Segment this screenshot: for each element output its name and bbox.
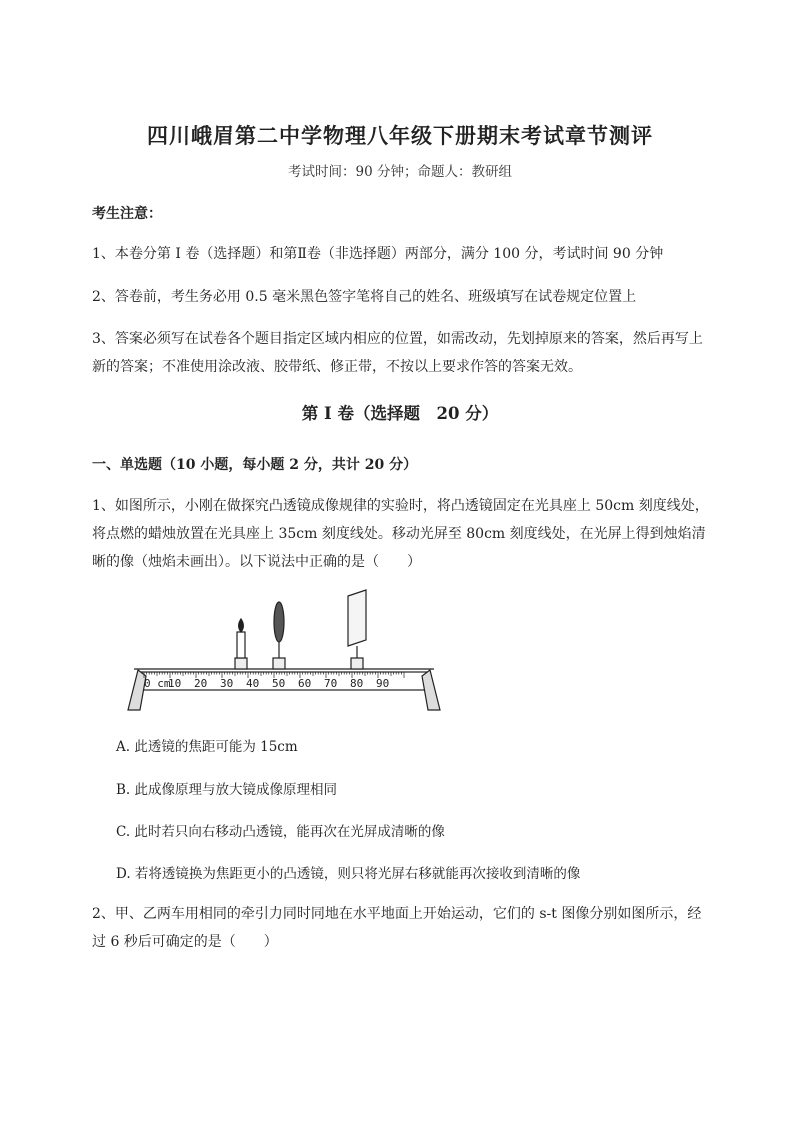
ruler-label-30: 30	[220, 677, 234, 690]
screen-holder	[351, 658, 363, 669]
exam-info: 考试时间：90 分钟；命题人：教研组	[288, 164, 512, 180]
notice-heading: 考生注意：	[92, 206, 162, 222]
candle-holder	[235, 658, 247, 669]
ruler-label-50: 50	[272, 677, 286, 690]
ruler-label-40: 40	[246, 677, 260, 690]
light-screen-icon	[348, 590, 366, 646]
question-1-stem: 1、如图所示，小刚在做探究凸透镜成像规律的实验时，将凸透镜固定在光具座上 50cm 刻度线处，将点燃的蜡烛放置在光具座上 35cm 刻度线处。移动光屏至 80cm 刻度线处，在光屏上得到烛焰清晰的像（烛焰未画出）。以下说法中正确的是（ ）	[92, 498, 709, 570]
question-2-stem: 2、甲、乙两车用相同的牵引力同时同地在水平地面上开始运动，它们的 s-t 图像分别如图所示，经过 6 秒后可确定的是（ ）	[92, 906, 702, 950]
ruler-label-70: 70	[324, 677, 338, 690]
question-1-option-b: B. 此成像原理与放大镜成像原理相同	[116, 782, 338, 798]
section-title: 第 I 卷（选择题 20 分）	[301, 404, 499, 423]
question-1-option-a: A. 此透镜的焦距可能为 15cm	[116, 739, 298, 755]
candle-flame-icon	[239, 619, 244, 632]
question-1-option-d: D. 若将透镜换为焦距更小的凸透镜，则只将光屏右移就能再次接收到清晰的像	[116, 866, 581, 882]
notice-item-1: 1、本卷分第 I 卷（选择题）和第Ⅱ卷（非选择题）两部分，满分 100 分，考试时间 90 分钟	[92, 246, 664, 262]
page-title: 四川峨眉第二中学物理八年级下册期末考试章节测评	[147, 123, 653, 148]
ruler-label-60: 60	[298, 677, 312, 690]
bench-right-leg	[422, 670, 440, 710]
convex-lens-icon	[274, 602, 284, 642]
lens-holder	[273, 658, 285, 669]
ruler-label-80: 80	[350, 677, 364, 690]
bench-left-leg	[128, 670, 146, 710]
question-1-option-c: C. 此时若只向右移动凸透镜，能再次在光屏成清晰的像	[116, 824, 445, 840]
notice-item-3: 3、答案必须写在试卷各个题目指定区域内相应的位置，如需改动，先划掉原来的答案，然后再写上新的答案；不准使用涂改液、胶带纸、修正带，不按以上要求作答的答案无效。	[92, 331, 703, 375]
section-subtitle: 一、单选题（10 小题，每小题 2 分，共计 20 分）	[92, 457, 418, 473]
ruler-label-20: 20	[194, 677, 208, 690]
candle-body	[237, 632, 245, 658]
notice-item-2: 2、答卷前，考生务必用 0.5 毫米黑色签字笔将自己的姓名、班级填写在试卷规定位置上	[92, 289, 637, 305]
ruler-label-90: 90	[376, 677, 390, 690]
ruler-label-0: 0 cm	[144, 677, 171, 690]
optical-bench-figure	[120, 580, 445, 715]
ruler-label-10: 10	[168, 677, 182, 690]
